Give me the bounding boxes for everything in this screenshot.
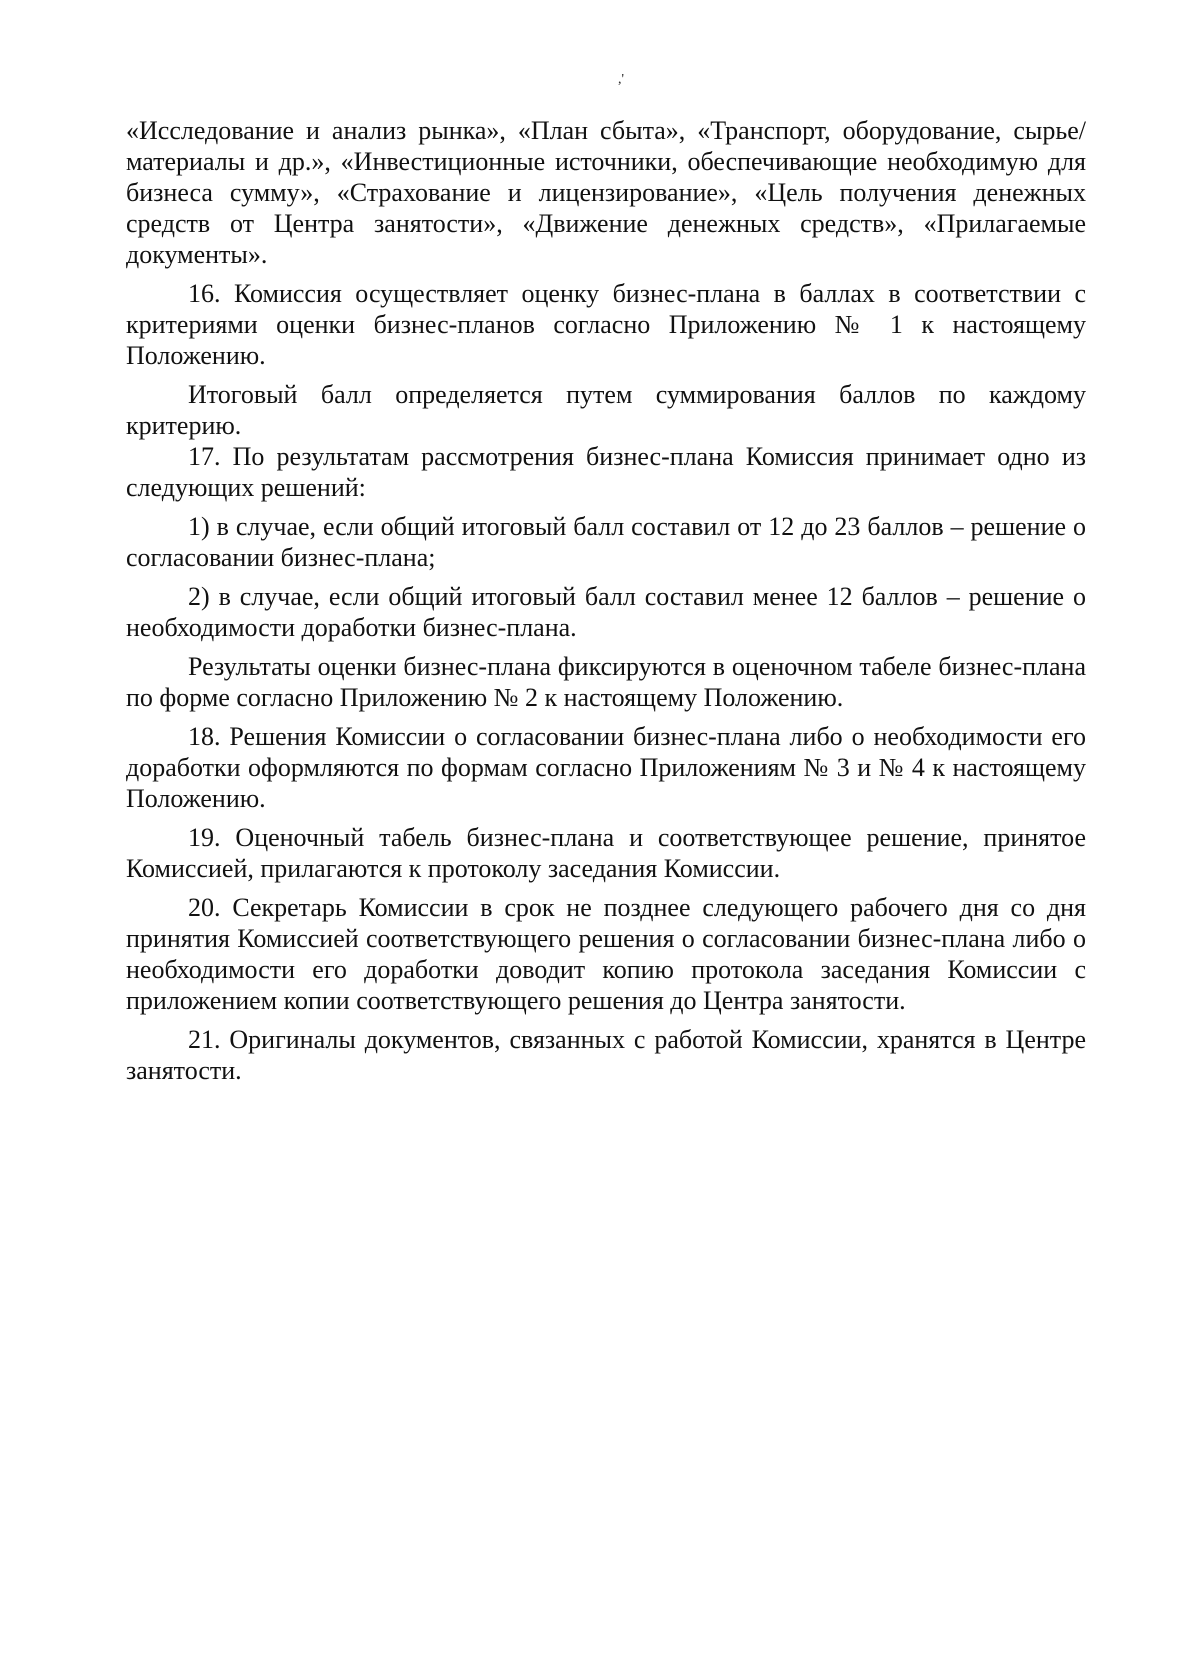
paragraph-17-item-1: 1) в случае, если общий итоговый балл составил от 12 до 23 баллов – решение о согласовании бизнес-плана; [126, 512, 1086, 572]
paragraph-17-item-2: 2) в случае, если общий итоговый балл составил менее 12 баллов – решение о необходимости доработки бизнес-плана. [126, 582, 1086, 642]
paragraph-evaluation-results: Результаты оценки бизнес-плана фиксируются в оценочном табеле бизнес-плана по форме согласно Приложению № 2 к настоящему Положению. [126, 652, 1086, 712]
paragraph-21: 21. Оригиналы документов, связанных с работой Комиссии, хранятся в Центре занятости. [126, 1025, 1086, 1085]
paragraph-section-list: «Исследование и анализ рынка», «План сбыта», «Транспорт, оборудование, сырье/материалы и др.», «Инвестиционные источники, обеспечивающие необходимую для бизнеса сумму», «Страхование и лицензирование», «Цель получения денежных средств от Центра занятости», «Движение денежных средств», «Прилагаемые документы». [126, 116, 1086, 269]
paragraph-19: 19. Оценочный табель бизнес-плана и соответствующее решение, принятое Комиссией, прилагаются к протоколу заседания Комиссии. [126, 823, 1086, 883]
paragraph-16: 16. Комиссия осуществляет оценку бизнес-плана в баллах в соответствии с критериями оценки бизнес-планов согласно Приложению № 1 к настоящему Положению. [126, 279, 1086, 370]
paragraph-20: 20. Секретарь Комиссии в срок не позднее следующего рабочего дня со дня принятия Комиссией соответствующего решения о согласовании бизнес-плана либо о необходимости его доработки доводит копию протокола заседания Комиссии с приложением копии соответствующего решения до Центра занятости. [126, 893, 1086, 1015]
page-mark: ,' [618, 72, 625, 87]
paragraph-total-score: Итоговый балл определяется путем суммирования баллов по каждому критерию. [126, 380, 1086, 440]
paragraph-17: 17. По результатам рассмотрения бизнес-плана Комиссия принимает одно из следующих решений: [126, 442, 1086, 502]
paragraph-18: 18. Решения Комиссии о согласовании бизнес-плана либо о необходимости его доработки оформляются по формам согласно Приложениям № 3 и № 4 к настоящему Положению. [126, 722, 1086, 813]
document-body [126, 115, 1086, 1086]
